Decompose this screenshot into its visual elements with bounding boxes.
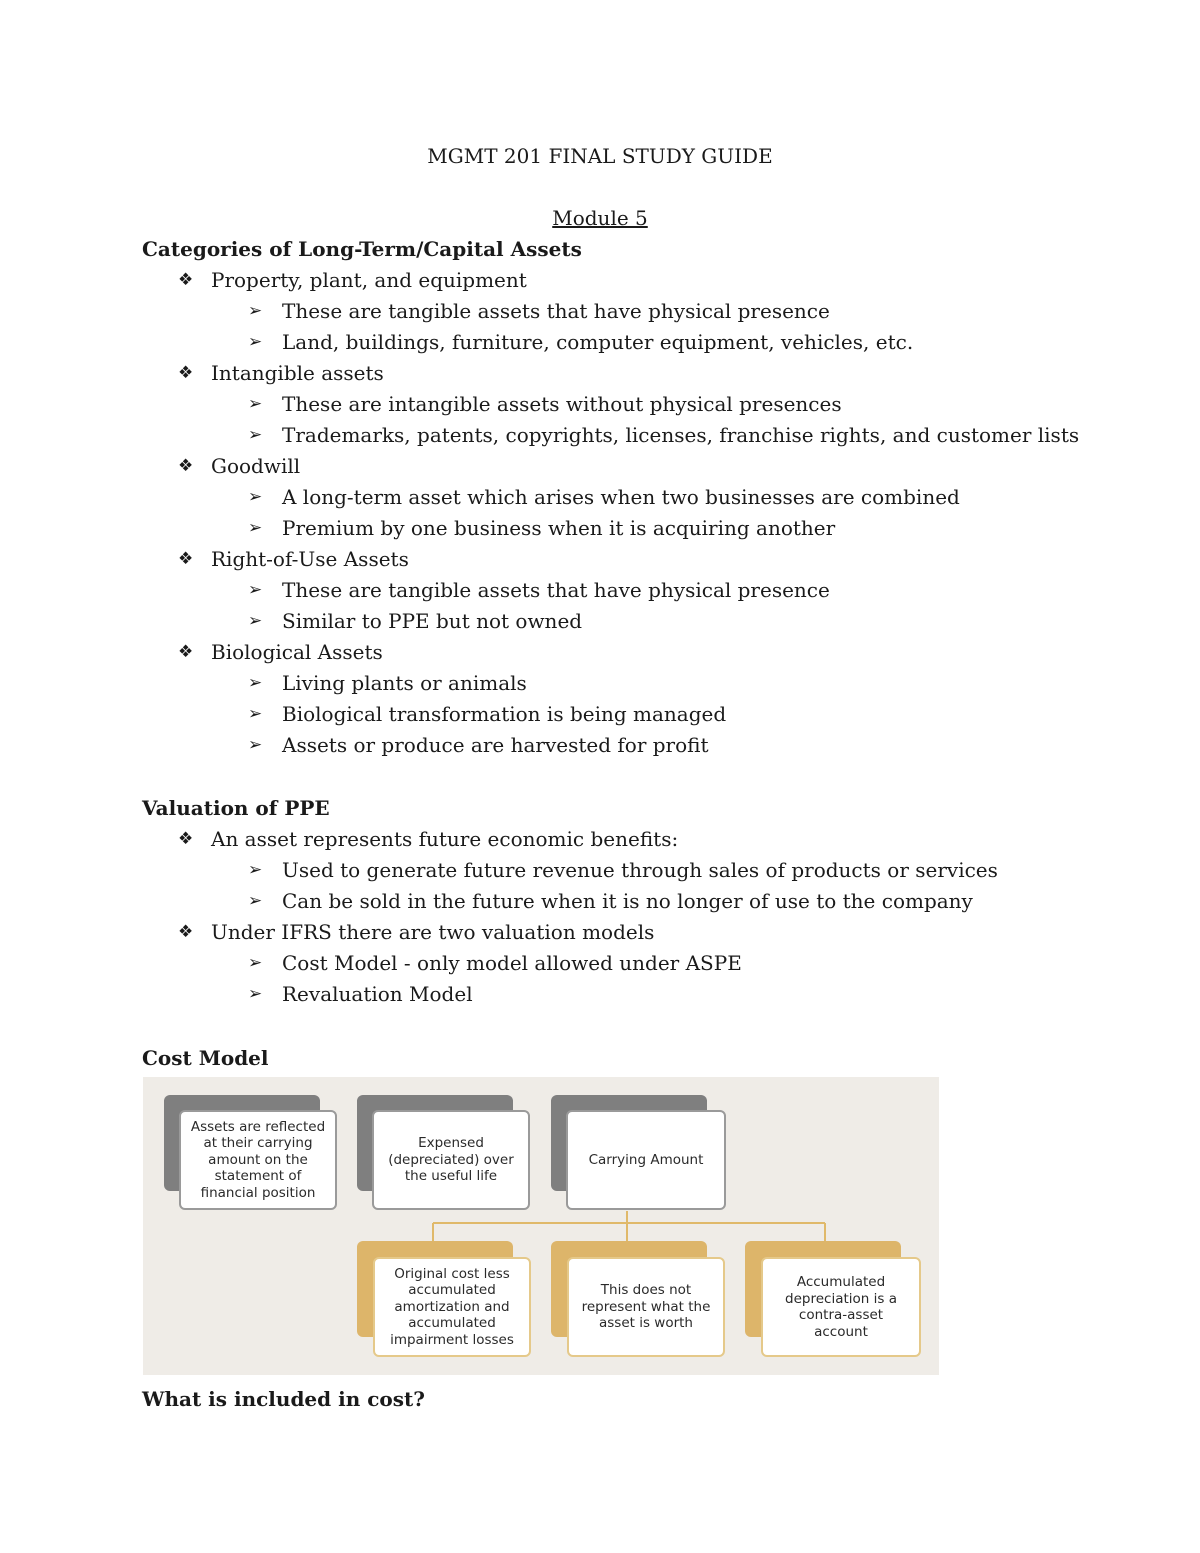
arrow-bullet-icon: ➢ [248, 301, 263, 321]
bottom-box-1: Original cost less accumulated amortization and accumulated impairment losses [373, 1257, 531, 1357]
list-item [0, 917, 1200, 948]
list-item-label: An asset represents future economic benefits: [211, 827, 679, 851]
categories-list [0, 265, 1200, 761]
diamond-bullet-icon: ❖ [178, 549, 194, 569]
list-item-label: Right-of-Use Assets [211, 547, 409, 571]
arrow-bullet-icon: ➢ [248, 891, 263, 911]
sub-list-item [0, 513, 1200, 544]
arrow-bullet-icon: ➢ [248, 580, 263, 600]
sub-list-item [0, 327, 1200, 358]
arrow-bullet-icon: ➢ [248, 487, 263, 507]
sub-list-item [0, 979, 1200, 1010]
sub-list-item-label: These are tangible assets that have physical presence [282, 578, 830, 602]
arrow-bullet-icon: ➢ [248, 860, 263, 880]
arrow-bullet-icon: ➢ [248, 984, 263, 1004]
arrow-bullet-icon: ➢ [248, 332, 263, 352]
sub-list-item [0, 699, 1200, 730]
diamond-bullet-icon: ❖ [178, 922, 194, 942]
sub-list-item [0, 855, 1200, 886]
arrow-bullet-icon: ➢ [248, 518, 263, 538]
sub-list-item-label: Trademarks, patents, copyrights, licenses, franchise rights, and customer lists [282, 423, 1080, 447]
sub-list-item [0, 668, 1200, 699]
list-item [0, 265, 1200, 296]
sub-list-item-label: Land, buildings, furniture, computer equipment, vehicles, etc. [282, 330, 914, 354]
bottom-box-3: Accumulated depreciation is a contra-asset account [761, 1257, 921, 1357]
list-item-label: Biological Assets [211, 640, 383, 664]
sub-list-item [0, 606, 1200, 637]
module-label: Module 5 [552, 206, 648, 230]
heading-included-in-cost: What is included in cost? [142, 1387, 425, 1411]
diamond-bullet-icon: ❖ [178, 456, 194, 476]
arrow-bullet-icon: ➢ [248, 673, 263, 693]
diamond-bullet-icon: ❖ [178, 829, 194, 849]
sub-list-item-label: Used to generate future revenue through sales of products or services [282, 858, 998, 882]
sub-list-item [0, 420, 1200, 451]
sub-list-item [0, 482, 1200, 513]
sub-list-item [0, 886, 1200, 917]
list-item [0, 451, 1200, 482]
arrow-bullet-icon: ➢ [248, 425, 263, 445]
sub-list-item-label: Living plants or animals [282, 671, 527, 695]
sub-list-item-label: Biological transformation is being managed [282, 702, 727, 726]
sub-list-item-label: These are intangible assets without physical presences [282, 392, 842, 416]
list-item [0, 637, 1200, 668]
arrow-bullet-icon: ➢ [248, 735, 263, 755]
cost-model-diagram [143, 1077, 939, 1375]
list-item [0, 358, 1200, 389]
sub-list-item-label: Revaluation Model [282, 982, 473, 1006]
diamond-bullet-icon: ❖ [178, 270, 194, 290]
sub-list-item-label: Premium by one business when it is acquiring another [282, 516, 836, 540]
heading-categories: Categories of Long-Term/Capital Assets [142, 237, 582, 261]
arrow-bullet-icon: ➢ [248, 394, 263, 414]
top-box-3: Carrying Amount [566, 1110, 726, 1210]
valuation-list [0, 824, 1200, 1010]
arrow-bullet-icon: ➢ [248, 611, 263, 631]
sub-list-item [0, 389, 1200, 420]
diamond-bullet-icon: ❖ [178, 363, 194, 383]
sub-list-item-label: A long-term asset which arises when two businesses are combined [282, 485, 960, 509]
heading-valuation: Valuation of PPE [142, 796, 330, 820]
diamond-bullet-icon: ❖ [178, 642, 194, 662]
list-item-label: Under IFRS there are two valuation models [211, 920, 655, 944]
list-item-label: Goodwill [211, 454, 301, 478]
sub-list-item [0, 575, 1200, 606]
list-item-label: Property, plant, and equipment [211, 268, 527, 292]
arrow-bullet-icon: ➢ [248, 953, 263, 973]
document-title: MGMT 201 FINAL STUDY GUIDE [427, 144, 773, 168]
sub-list-item [0, 730, 1200, 761]
sub-list-item-label: Assets or produce are harvested for profit [282, 733, 709, 757]
sub-list-item-label: These are tangible assets that have physical presence [282, 299, 830, 323]
sub-list-item-label: Can be sold in the future when it is no longer of use to the company [282, 889, 973, 913]
top-box-1: Assets are reflected at their carrying amount on the statement of financial position [179, 1110, 337, 1210]
sub-list-item-label: Similar to PPE but not owned [282, 609, 583, 633]
sub-list-item [0, 948, 1200, 979]
arrow-bullet-icon: ➢ [248, 704, 263, 724]
list-item [0, 544, 1200, 575]
sub-list-item [0, 296, 1200, 327]
bottom-box-2: This does not represent what the asset is worth [567, 1257, 725, 1357]
list-item-label: Intangible assets [211, 361, 384, 385]
top-box-2: Expensed (depreciated) over the useful life [372, 1110, 530, 1210]
heading-cost-model: Cost Model [142, 1046, 269, 1070]
sub-list-item-label: Cost Model - only model allowed under ASPE [282, 951, 742, 975]
list-item [0, 824, 1200, 855]
